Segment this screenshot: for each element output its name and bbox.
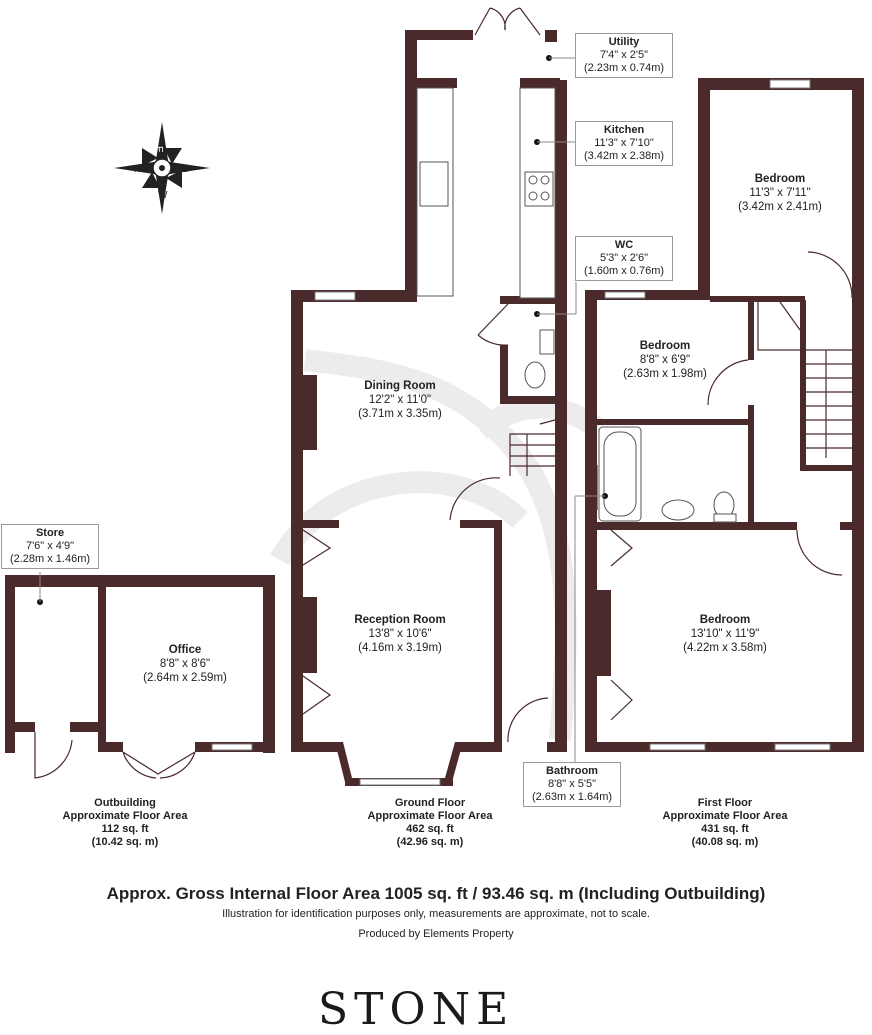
hob-ring-icon bbox=[529, 192, 537, 200]
area-outbuilding: Outbuilding Approximate Floor Area 112 sq. ft (10.42 sq. m) bbox=[62, 797, 188, 848]
compass-n: N bbox=[134, 164, 142, 175]
area-first-floor: First Floor Approximate Floor Area 431 sq. ft (40.08 sq. m) bbox=[662, 797, 788, 848]
produced-by-text: Produced by Elements Property bbox=[358, 928, 514, 940]
label-store: Store 7'6" x 4'9" (2.28m x 1.46m) bbox=[1, 524, 99, 569]
label-reception-room: Reception Room 13'8" x 10'6" (4.16m x 3.19m) bbox=[354, 614, 446, 654]
label-office: Office 8'8" x 8'6" (2.64m x 2.59m) bbox=[143, 644, 227, 684]
hob-ring-icon bbox=[541, 192, 549, 200]
back-door-icon bbox=[475, 8, 540, 35]
disclaimer-text: Illustration for identification purposes only, measurements are approximate, not to scale. bbox=[222, 908, 650, 920]
compass-e: E bbox=[153, 146, 164, 153]
label-bathroom: Bathroom 8'8" x 5'5" (2.63m x 1.64m) bbox=[523, 762, 621, 807]
compass-w: W bbox=[158, 190, 168, 201]
window bbox=[360, 779, 440, 785]
window bbox=[770, 80, 810, 88]
basin-icon bbox=[540, 330, 554, 354]
window bbox=[650, 744, 705, 750]
hob-icon bbox=[525, 172, 553, 206]
door-icon bbox=[35, 732, 72, 778]
label-bedroom-front: Bedroom 13'10" x 11'9" (4.22m x 3.58m) bbox=[683, 614, 767, 654]
window bbox=[605, 292, 645, 298]
label-kitchen: Kitchen 11'3" x 7'10" (3.42m x 2.38m) bbox=[575, 121, 673, 166]
hob-ring-icon bbox=[541, 176, 549, 184]
hob-ring-icon bbox=[529, 176, 537, 184]
window bbox=[315, 292, 355, 300]
label-bedroom-small: Bedroom 8'8" x 6'9" (2.63m x 1.98m) bbox=[623, 340, 707, 380]
label-bedroom-rear: Bedroom 11'3" x 7'11" (3.42m x 2.41m) bbox=[738, 173, 822, 213]
compass-s: S bbox=[182, 164, 189, 175]
window bbox=[775, 744, 830, 750]
toilet-icon bbox=[525, 362, 545, 388]
window bbox=[212, 744, 252, 750]
compass-rose-icon bbox=[114, 122, 210, 214]
gross-area-heading: Approx. Gross Internal Floor Area 1005 sq. ft / 93.46 sq. m (Including Outbuilding) bbox=[106, 884, 766, 903]
area-ground-floor: Ground Floor Approximate Floor Area 462 sq. ft (42.96 sq. m) bbox=[367, 797, 493, 848]
label-utility: Utility 7'4" x 2'5" (2.23m x 0.74m) bbox=[575, 33, 673, 78]
stone-logo: STONE bbox=[318, 984, 515, 1035]
label-wc: WC 5'3" x 2'6" (1.60m x 0.76m) bbox=[575, 236, 673, 281]
sink-icon bbox=[420, 162, 448, 206]
basin-icon bbox=[662, 500, 694, 520]
label-dining-room: Dining Room 12'2" x 11'0" (3.71m x 3.35m) bbox=[358, 380, 442, 420]
double-door-icon bbox=[123, 752, 195, 778]
